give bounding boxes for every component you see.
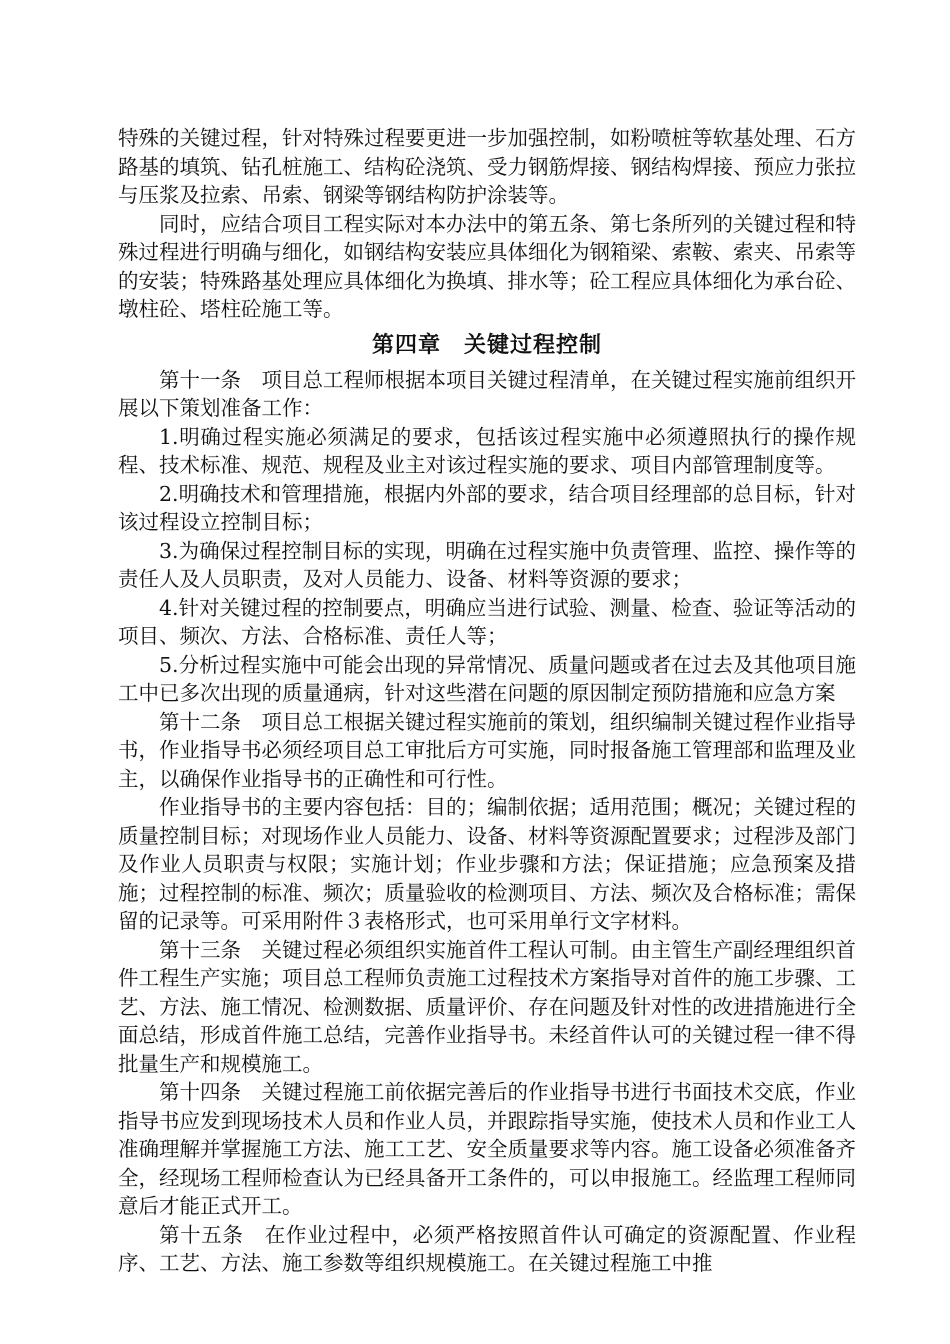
- list-item-2: 2.明确技术和管理措施，根据内外部的要求，结合项目经理部的总目标，针对该过程设立控制目标；: [118, 481, 856, 534]
- document-page: [118, 124, 856, 1278]
- paragraph-continued: 特殊的关键过程，针对特殊过程要更进一步加强控制，如粉喷桩等软基处理、石方路基的填筑、钻孔桩施工、结构砼浇筑、受力钢筋焊接、钢结构焊接、预应力张拉与压浆及拉索、吊索、钢梁等钢结构防护涂装等。: [118, 126, 856, 207]
- article-14: 第十四条 关键过程施工前依据完善后的作业指导书进行书面技术交底，作业指导书应发到现场技术人员和作业人员，并跟踪指导实施，使技术人员和作业工人准确理解并掌握施工方法、施工工艺、安全质量要求等内容。施工设备必须准备齐全，经现场工程师检查认为已经具备开工条件的，可以申报施工。经监理工程师同意后才能正式开工。: [118, 1080, 856, 1218]
- paragraph-guide-contents: 作业指导书的主要内容包括：目的；编制依据；适用范围；概况；关键过程的质量控制目标；对现场作业人员能力、设备、材料等资源配置要求；过程涉及部门及作业人员职责与权限；实施计划；作业步骤和方法；保证措施；应急预案及措施；过程控制的标准、频次；质量验收的检测项目、方法、频次及合格标准；需保留的记录等。可采用附件３表格形式，也可采用单行文字材料。: [118, 795, 856, 933]
- article-12: 第十二条 项目总工根据关键过程实施前的策划，组织编制关键过程作业指导书，作业指导书必须经项目总工审批后方可实施，同时报备施工管理部和监理及业主，以确保作业指导书的正确性和可行性。: [118, 709, 856, 791]
- paragraph: 同时，应结合项目工程实际对本办法中的第五条、第七条所列的关键过程和特殊过程进行明确与细化，如钢结构安装应具体细化为钢箱梁、索鞍、索夹、吊索等的安装；特殊路基处理应具体细化为换填、排水等；砼工程应具体细化为承台砼、墩柱砼、塔柱砼施工等。: [118, 211, 856, 321]
- chapter-heading: 第四章 关键过程控制: [371, 331, 602, 358]
- article-15: 第十五条 在作业过程中，必须严格按照首件认可确定的资源配置、作业程序、工艺、方法、施工参数等组织规模施工。在关键过程施工中推: [118, 1222, 856, 1275]
- list-item-4: 4.针对关键过程的控制要点，明确应当进行试验、测量、检查、验证等活动的项目、频次、方法、合格标准、责任人等；: [118, 595, 856, 648]
- article-11: 第十一条 项目总工程师根据本项目关键过程清单，在关键过程实施前组织开展以下策划准备工作：: [118, 367, 856, 420]
- list-item-5: 5.分析过程实施中可能会出现的异常情况、质量问题或者在过去及其他项目施工中已多次出现的质量通病，针对这些潜在问题的原因制定预防措施和应急方案: [118, 652, 856, 705]
- list-item-3: 3.为确保过程控制目标的实现，明确在过程实施中负责管理、监控、操作等的责任人及人员职责，及对人员能力、设备、材料等资源的要求；: [118, 538, 856, 591]
- list-item-1: 1.明确过程实施必须满足的要求，包括该过程实施中必须遵照执行的操作规程、技术标准、规范、规程及业主对该过程实施的要求、项目内部管理制度等。: [118, 424, 856, 477]
- article-13: 第十三条 关键过程必须组织实施首件工程认可制。由主管生产副经理组织首件工程生产实施；项目总工程师负责施工过程技术方案指导对首件的施工步骤、工艺、方法、施工情况、检测数据、质量评价、存在问题及针对性的改进措施进行全面总结，形成首件施工总结，完善作业指导书。未经首件认可的关键过程一律不得批量生产和规模施工。: [118, 937, 856, 1076]
